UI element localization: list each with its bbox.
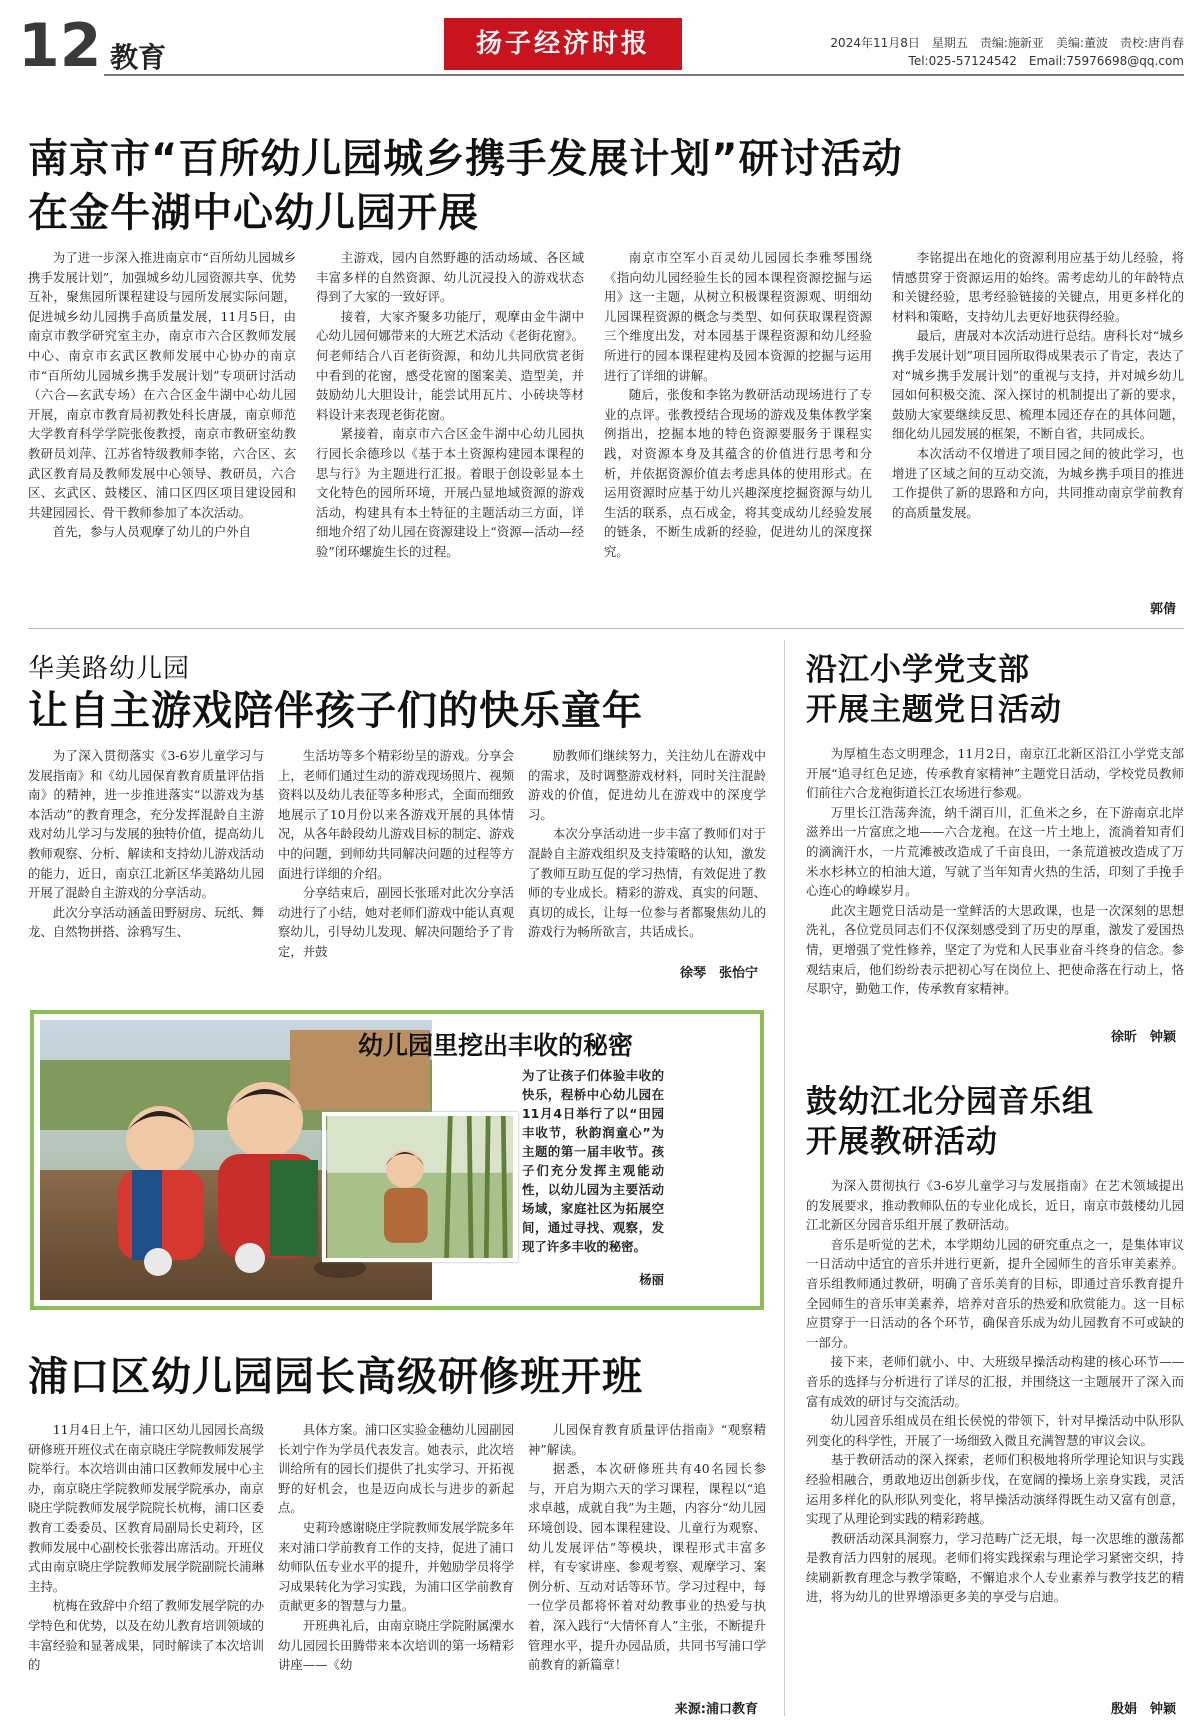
paragraph: 为了进一步深入推进南京市“百所幼儿园城乡携手发展计划”，加强城乡幼儿园资源共享、优势互补，聚焦园所课程建设与园所发展实际问题，促进城乡幼儿园携手高质量发展，11月5日，由南京市教学研究室主办，南京市六合区教师发展中心、南京市玄武区教师发展中心协办的南京市“百所幼儿园城乡携手发展计划”专项研讨活动（六合—玄武专场）在六合区金牛湖中心幼儿园开展，南京市教育局初教处科长唐晟，南京师范大学教育科学学院张俊教授，南京市教研室幼教教研员刘萍、江苏省特级教师李铭，六合区、玄武区教育局及教师发展中心领导、教研员，六合区、玄武区、鼓楼区、浦口区四区项目建设园和共建园园长、骨干教师参加了本次活动。 <box>28 250 296 520</box>
paragraph: 音乐是听觉的艺术，本学期幼儿园的研究重点之一，是集体审议一日活动中适宜的音乐并进行更新，提升全园师生的音乐审美素养。音乐组教师通过教研，明确了音乐美育的目标，即通过音乐教育提升全园师生的音乐审美素养，培养对音乐的热爱和欣赏能力。这一目标应贯穿于一日活动的各个环节，确保音乐成为幼儿园教育不可或缺的一部分。 <box>806 1236 1184 1350</box>
paragraph: 李铭提出在地化的资源利用应基于幼儿经验，将情感贯穿于资源运用的始终。需考虑幼儿的年龄特点和关键经验，思考经验链接的关键点，用更多样化的材料和策略，支持幼儿去更好地获得经验。 <box>892 250 1184 324</box>
paragraph: 此次分享活动涵盖田野厨房、玩纸、舞龙、自然物拼搭、涂鸦写生、 <box>28 904 264 940</box>
article2-col2 <box>278 746 514 982</box>
paragraph: 教研活动深具洞察力，学习范畴广泛无垠，每一次思维的激荡都是教育活力四射的展现。老师们将实践探索与理论学习紧密交织，持续刷新教育理念与教学策略，不懈追求个人专业素养与教学技艺的精进，将为幼儿的世界增添更多美的享受与启迪。 <box>806 1530 1184 1605</box>
article4-author: 徐昕 钟颖 <box>1110 1030 1176 1045</box>
paragraph: 随后，张俊和李铭为教研活动现场进行了专业的点评。张教授结合现场的游戏及集体教学案例指出，挖掘本地的特色资源要服务于课程实践，对资源本身及其蕴含的价值进行思考和分析，并依据资源价值去考虑具体的使用形式。在运用资源时应基于幼儿兴趣深度挖掘资源与幼儿生活的联系，点石成金，将其变成幼儿经验发展的链条，不断生成新的经验，促进幼儿的深度探究。 <box>604 387 872 559</box>
article3-title: 浦口区幼儿园园长高级研修班开班 <box>28 1354 643 1400</box>
paragraph: 分享结束后，副园长张瑶对此次分享活动进行了小结，她对老师们游戏中能认真观察幼儿，引导幼儿发现、解决问题给予了肯定，并鼓 <box>278 885 514 959</box>
paragraph: 最后，唐晟对本次活动进行总结。唐科长对“城乡携手发展计划”项目园所取得成果表示了肯定，表达了对“城乡携手发展计划”的重视与支持，并对城乡幼儿园如何积极交流、深入探讨的机制提出了新的要求，鼓励大家要继续反思、梳理本园还存在的具体问题，细化幼儿园发展的框架，不断自省，共同成长。 <box>892 328 1184 442</box>
article3-col3 <box>528 1420 766 1696</box>
article1-title-line1: 南京市“百所幼儿园城乡携手发展计划”研讨活动 <box>28 136 903 182</box>
photo-box-author: 杨丽 <box>639 1272 664 1287</box>
paragraph: 紧接着，南京市六合区金牛湖中心幼儿园执行园长余德珍以《基于本土资源构建园本课程的思与行》为主题进行汇报。着眼于创设彰显本土文化特色的园所环境，开展凸显地域资源的游戏活动，构建具有本土特征的主题活动三方面，详细地介绍了幼儿园在资源建设上“资源—活动—经验”闭环螺旋生长的过程。 <box>316 426 584 559</box>
article1-col4 <box>892 248 1184 598</box>
article2-kicker: 华美路幼儿园 <box>28 654 191 684</box>
column-rule <box>784 640 785 1716</box>
photo-box-text: 为了让孩子们体验丰收的快乐，程桥中心幼儿园在11月4日举行了以“田园丰收节，秋韵润童心”为主题的第一届丰收节。孩子们充分发挥主观能动性，以幼儿园为主要活动场域，家庭社区为拓展空间，通过寻找、观察，发现了许多丰收的秘密。 <box>522 1068 664 1254</box>
article5-author: 殷娟 钟颖 <box>1110 1702 1176 1717</box>
article2-author: 徐琴 张怡宁 <box>679 966 758 981</box>
article5-title-line2: 开展教研活动 <box>806 1124 998 1160</box>
logo-text: 扬子经济时报 <box>475 29 650 59</box>
paragraph: 生活坊等多个精彩纷呈的游戏。分享会上，老师们通过生动的游戏现场照片、视频资料以及幼儿表征等多种形式，全面而细致地展示了10月份以来各游戏开展的具体情况，从各年龄段幼儿游戏目标的制定、游戏中的问题，到师幼共同解决问题的过程等方面进行详细的介绍。 <box>278 748 514 881</box>
page-number: 12 <box>18 11 102 81</box>
paragraph: 万里长江浩荡奔流，纳千湖百川，汇鱼米之乡，在下游南京北岸滋养出一片富庶之地——六合龙袍。在这一片土地上，流淌着知青们的滴滴汗水，一片荒滩被改造成了千亩良田，一条荒道被改造成了万米水杉林立的柏油大道，写就了当年知青火热的生活，印刻了手挽手心连心的峥嵘岁月。 <box>806 804 1184 899</box>
masthead-info-line1: 2024年11月8日 星期五 责编:施新亚 美编:董波 责校:唐肖春 <box>830 36 1184 50</box>
paragraph: 基于教研活动的深入探索，老师们积极地将所学理论知识与实践经验相融合，勇敢地迈出创新步伐，在宽阔的操场上亲身实践，灵活运用多样化的队形队列变化，将早操活动演绎得既生动又富有创意，实现了从理论到实践的精彩跨越。 <box>806 1452 1184 1527</box>
article4-body <box>806 744 1184 1026</box>
paragraph: 史莉玲感谢晓庄学院教师发展学院多年来对浦口学前教育工作的支持，促进了浦口幼师队伍专业水平的提升，并勉励学员将学习成果转化为学习实践，为浦口区学前教育贡献更多的智慧与力量。 <box>278 1519 514 1614</box>
article1-author: 郭倩 <box>1149 602 1176 617</box>
article3-col1 <box>28 1420 264 1716</box>
article3-author: 来源:浦口教育 <box>674 1702 758 1717</box>
paragraph: 接下来，老师们就小、中、大班级早操活动构建的核心环节——音乐的选择与分析进行了详尽的汇报，并围绕这一主题展开了深入而富有成效的研讨与交流活动。 <box>806 1354 1184 1409</box>
paragraph: 开班典礼后，由南京晓庄学院附属溧水幼儿园园长田腾带来本次培训的第一场精彩讲座——《幼 <box>278 1617 514 1673</box>
article5-body <box>806 1176 1184 1698</box>
divider <box>28 628 1184 629</box>
paragraph: 杭梅在致辞中介绍了教师发展学院的办学特色和优势，以及在幼儿教育培训领域的丰富经验和显著成果，同时解读了本次培训的 <box>28 1598 264 1673</box>
paragraph: 11月4日上午，浦口区幼儿园园长高级研修班开班仪式在南京晓庄学院教师发展学院举行。本次培训由浦口区教师发展中心主办，南京晓庄学院教师发展学院承办，南京晓庄学院教师发展学院院长杭梅，浦口区委教育工委委员、区教育局副局长史莉玲，区教师发展中心副校长张蓉出席活动。开班仪式由南京晓庄学院教师发展学院副院长浦琳主持。 <box>28 1422 264 1594</box>
article3-col2 <box>278 1420 514 1716</box>
photo-box <box>30 1010 764 1310</box>
photo-box-title: 幼儿园里挖出丰收的秘密 <box>358 1031 634 1060</box>
paragraph: 此次主题党日活动是一堂鲜活的大思政课，也是一次深刻的思想洗礼，各位党员同志们不仅深刻感受到了历史的厚重，激发了爱国热情，更增强了党性修养，坚定了为党和人民事业奋斗终身的信念。参观结束后，他们纷纷表示把初心写在岗位上、把使命落在行动上，恪尽职守，勤勉工作，传承教育家精神。 <box>806 902 1184 997</box>
photo-girl-sugarcane <box>322 1112 518 1262</box>
paragraph: 儿园保育教育质量评估指南》“观察精神”解读。 <box>528 1422 766 1457</box>
masthead-logo <box>444 18 682 70</box>
paragraph: 主游戏，园内自然野趣的活动场域、各区域丰富多样的自然资源、幼儿沉浸投入的游戏状态得到了大家的一致好评。 <box>316 250 584 305</box>
article1-title-line2: 在金牛湖中心幼儿园开展 <box>28 190 479 236</box>
paragraph: 为厚植生态文明理念，11月2日，南京江北新区沿江小学党支部开展“追寻红色足迹，传承教育家精神”主题党日活动，学校党员教师们前往六合龙袍街道长江农场进行参观。 <box>806 746 1184 801</box>
paragraph: 本次分享活动进一步丰富了教师们对于混龄自主游戏组织及支持策略的认知，激发了教师互助互促的学习热情，有效促进了教师的专业成长。精彩的游戏、真实的问题、真切的成长，让每一位参与者都聚焦幼儿的游戏行为畅所欲言，共话成长。 <box>528 826 766 940</box>
paragraph: 南京市空军小百灵幼儿园园长李雅琴围绕《指向幼儿园经验生长的园本课程资源挖掘与运用》这一主题，从树立积极课程资源观、明细幼儿园课程资源的概念与类型、如何获取课程资源三个维度出发，对本园基于课程资源和幼儿经验所进行的园本课程建构及园本资源的挖掘与运用进行了详细的讲解。 <box>604 250 872 383</box>
paragraph: 具体方案。浦口区实验金穗幼儿园副园长刘宁作为学员代表发言。她表示，此次培训给所有的园长们提供了扎实学习、开拓视野的好机会，也是迈向成长与进步的新起点。 <box>278 1422 514 1516</box>
article1-col1 <box>28 248 296 620</box>
paragraph: 励教师们继续努力，关注幼儿在游戏中的需求，及时调整游戏材料，同时关注混龄游戏的价值，促进幼儿在游戏中的深度学习。 <box>528 748 766 822</box>
paragraph: 据悉，本次研修班共有40名园长参与，开启为期六天的学习课程，课程以“追求卓越，成就自我”为主题，内容分“幼儿园环境创设、园本课程建设、儿童行为观察、幼儿发展评估”等模块，课程形式丰富多样，有专家讲座、参观考察、观摩学习、案例分析、互动对话等环节。学习过程中，每一位学员都将怀着对幼教事业的热爱与执着，深入践行“大情怀育人”主张，不断提升管理水平，提升办园品质，共同书写浦口学前教育的新篇章！ <box>528 1461 766 1673</box>
paragraph: 接着，大家齐聚多功能厅，观摩由金牛湖中心幼儿园何娜带来的大班艺术活动《老街花窗》。何老师结合八百老街资源，和幼儿共同欣赏老街中看到的花窗，感受花窗的图案美、造型美，并鼓励幼儿大胆设计，能尝试用瓦片、小砖块等材料设计来表现老街花窗。 <box>316 308 584 422</box>
paragraph: 首先，参与人员观摩了幼儿的户外自 <box>52 524 252 540</box>
paragraph: 本次活动不仅增进了项目园之间的彼此学习，也增进了区域之间的互动交流，为城乡携手项目的推进工作提供了新的思路和方向，共同推动南京学前教育的高质量发展。 <box>892 445 1184 520</box>
article2-col1 <box>28 746 264 982</box>
article4-title-line2: 开展主题党日活动 <box>806 692 1062 728</box>
article2-title: 让自主游戏陪伴孩子们的快乐童年 <box>28 688 643 734</box>
paragraph: 为了深入贯彻落实《3-6岁儿童学习与发展指南》和《幼儿园保育教育质量评估指南》的精神，进一步推进落实“以游戏为基本活动”的教育理念，充分发挥混龄自主游戏对幼儿学习与发展的独特价值，提高幼儿教师观察、分析、解读和支持幼儿游戏活动的能力，近日，南京江北新区华美路幼儿园开展了混龄自主游戏的分享活动。 <box>28 748 264 901</box>
paragraph: 幼儿园音乐组成员在组长侯悦的带领下，针对早操活动中队形队列变化的科学性，开展了一场细致入微且充满智慧的审议会议。 <box>806 1413 1184 1448</box>
article2-col3 <box>528 746 766 960</box>
section-name: 教育 <box>110 41 167 74</box>
article4-title-line1: 沿江小学党支部 <box>806 652 1030 688</box>
masthead-info-line2: Tel:025-57124542 Email:75976698@qq.com <box>908 54 1184 68</box>
masthead-rule <box>104 74 1184 76</box>
article5-title-line1: 鼓幼江北分园音乐组 <box>806 1084 1094 1120</box>
paragraph: 为深入贯彻执行《3-6岁儿童学习与发展指南》在艺术领域提出的发展要求，推动教师队伍的专业化成长，近日，南京市鼓楼幼儿园江北新区分园音乐组开展了教研活动。 <box>806 1178 1184 1233</box>
article1-col2 <box>316 248 584 620</box>
article1-col3 <box>604 248 872 620</box>
